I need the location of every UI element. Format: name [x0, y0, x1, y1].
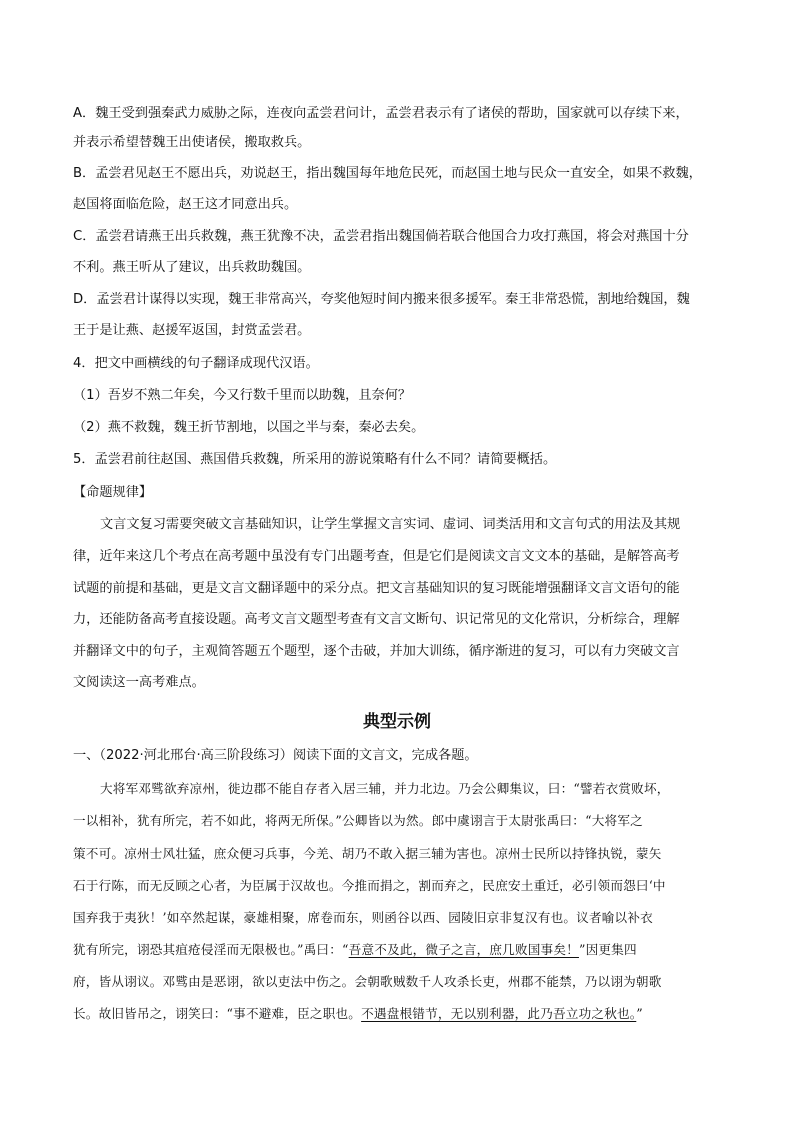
example-intro: 一、（2022·河北邢台·高三阶段练习）阅读下面的文言文，完成各题。	[73, 748, 478, 763]
rule-paragraph-line: 律，近年来这几个考点在高考题中虽没有专门出题考查，但是它们是阅读文言文文本的基础，是解答高考	[73, 549, 680, 564]
option-b-line-1: B．孟尝君见赵王不愿出兵，劝说赵王，指出魏国每年地危民死，而赵国土地与民众一直安全，如果不救魏，	[73, 166, 702, 181]
underlined-sentence: 吾意不及此，微子之言，庶几败国事矣！	[348, 942, 579, 957]
question-4-sentence-2: （2）燕不救魏，魏王折节割地，以国之半与秦，秦必去矣。	[73, 420, 425, 435]
rule-paragraph-line: 文阅读这一高考难点。	[73, 675, 205, 690]
rule-paragraph-line: 力，还能防备高考直接设题。高考文言文题型考查有文言文断句、识记常见的文化常识，分析综合，理解	[73, 612, 680, 627]
question-4-sentence-1: （1）吾岁不熟二年矣，今又行数千里而以助魏，且奈何？	[73, 388, 412, 403]
passage-line	[73, 940, 725, 960]
passage-text: ”因更集四	[578, 942, 637, 957]
option-d-line-1: D．孟尝君计谋得以实现，魏王非常高兴，夸奖他短时间内搬来很多援军。秦王非常恐慌，割地给魏国，魏	[73, 292, 690, 307]
passage-text: 长。故旧皆吊之，诩笑曰：“事不避难，臣之职也。	[73, 1006, 362, 1021]
option-a-line-2: 并表示希望替魏王出使诸侯，搬取救兵。	[73, 135, 311, 150]
option-d-line-2: 王于是让燕、赵援军返国，封赏孟尝君。	[73, 323, 311, 338]
underlined-sentence: 不遇盘根错节，无以别利器，此乃吾立功之秋也。	[361, 1006, 637, 1021]
rule-paragraph-line: 文言文复习需要突破文言基础知识，让学生掌握文言实词、虚词、词类活用和文言句式的用法及其规	[100, 517, 681, 532]
rule-paragraph-line: 试题的前提和基础，更是文言文翻译题中的采分点。把文言基础知识的复习既能增强翻译文言文语句的能	[73, 581, 680, 596]
option-c-line-1: C．孟尝君请燕王出兵救魏，燕王犹豫不决，孟尝君指出魏国倘若联合他国合力攻打燕国，将会对燕国十分	[73, 229, 689, 244]
option-b-line-2: 赵国将面临危险，赵王这才同意出兵。	[73, 197, 298, 212]
question-5-prompt: 5．孟尝君前往赵国、燕国借兵救魏，所采用的游说策略有什么不同？请简要概括。	[73, 452, 557, 467]
passage-line: 石于行陈，而无反顾之心者，为臣属于汉故也。今推而捐之，割而弃之，民庶安土重迁，必引领而怨曰‘中	[73, 878, 666, 893]
section-title: 典型示例	[363, 712, 431, 732]
passage-line: 府，皆从诩议。邓骘由是恶诩，欲以吏法中伤之。会朝歌贼数千人攻杀长吏，州郡不能禁，乃以诩为朝歌	[73, 974, 662, 989]
rule-title: 【命题规律】	[73, 485, 153, 500]
passage-line: 一以相补，犹有所完，若不如此，将两无所保。”公卿皆以为然。郎中虞诩言于太尉张禹曰：“大将军之	[73, 813, 643, 828]
passage-line: 大将军邓骘欲弃凉州，徙边郡不能自存者入居三辅，并力北边。乃会公卿集议，曰：“譬若衣赏败坏，	[100, 781, 670, 796]
rule-paragraph-line: 并翻译文中的句子，主观简答题五个题型，逐个击破，并加大训练，循序渐进的复习，可以有力突破文言	[73, 644, 680, 659]
option-a-line-1: A．魏王受到强秦武力威胁之际，连夜向孟尝君问计，孟尝君表示有了诸侯的帮助，国家就可以存续下来，	[73, 106, 689, 121]
option-c-line-2: 不利。燕王听从了建议，出兵救助魏国。	[73, 260, 311, 275]
passage-line	[73, 1004, 725, 1024]
passage-text: ”	[636, 1006, 643, 1021]
question-4-prompt: 4．把文中画横线的句子翻译成现代汉语。	[73, 356, 319, 371]
passage-line: 国弃我于夷狄！’如卒然起谋，豪雄相聚，席卷而东，则函谷以西、园陵旧京非复汉有也。议者喻以补衣	[73, 910, 653, 925]
passage-text: 犹有所完，诩恐其疽疮侵淫而无限极也。”禹曰：“	[73, 942, 349, 957]
passage-line: 策不可。凉州士风壮猛，庶众便习兵事，今羌、胡乃不敢入据三辅为害也。凉州士民所以持锋执锐，蒙矢	[73, 846, 662, 861]
